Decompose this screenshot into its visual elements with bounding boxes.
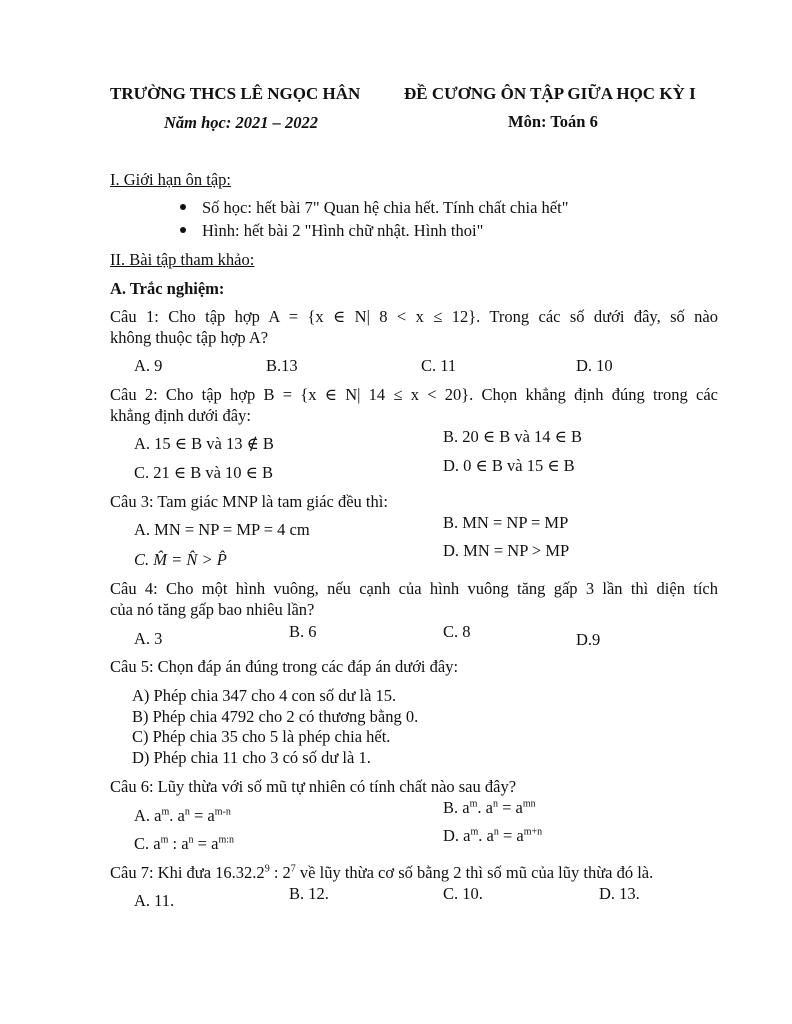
bullet-icon	[180, 204, 186, 210]
q6-option-b: B. $a^m$. $a^n = a^{mn}$	[443, 798, 536, 817]
q5-option-c: C) Phép chia 35 cho 5 là phép chia hết.	[132, 727, 391, 746]
section-2-subtitle: A. Trắc nghiệm:	[110, 279, 225, 298]
subject: Môn: Toán 6	[508, 112, 598, 131]
q6-option-d: D. $a^m$. $a^n = a^{m+n}$	[443, 826, 543, 845]
q6-option-a: A. $a^m$. $a^n = a^{m-n}$	[134, 806, 231, 825]
q2-option-b: B. 20 ∈ B và 14 ∈ B	[443, 427, 583, 446]
school-name: TRƯỜNG THCS LÊ NGỌC HÂN	[110, 84, 361, 103]
q5-option-a: A) Phép chia 347 cho 4 con số dư là 15.	[132, 686, 397, 705]
q6-stem: Câu 6: Lũy thừa với số mũ tự nhiên có tính chất nào sau đây?	[110, 777, 517, 796]
q5-stem: Câu 5: Chọn đáp án đúng trong các đáp án dưới đây:	[110, 657, 459, 676]
section-1-title: I. Giới hạn ôn tập:	[110, 170, 231, 189]
q2-option-c: C. 21 ∈ B và 10 ∈ B	[134, 463, 274, 482]
q3-option-b: B. MN = NP = MP	[443, 513, 569, 532]
q3-option-d: D. MN = NP > MP	[443, 541, 570, 560]
q7-option-b: B. 12.	[289, 884, 329, 903]
bullet-text: Số học: hết bài 7" Quan hệ chia hết. Tính chất chia hết"	[202, 198, 569, 217]
school-year: Năm học: 2021 – 2022	[164, 113, 318, 132]
bullet-item	[180, 198, 568, 218]
bullet-item	[180, 221, 483, 241]
q4-option-d: D.9	[576, 630, 601, 649]
q7-stem: Câu 7: Khi đưa 16.32.2$^9$ : $2^7$ về lũy thừa cơ số bằng 2 thì số mũ của lũy thừa đó là.	[110, 863, 654, 882]
q2-stem-line-2: khẳng định dưới đây:	[110, 406, 251, 425]
q5-option-d: D) Phép chia 11 cho 3 có số dư là 1.	[132, 748, 371, 767]
q4-option-c: C. 8	[443, 622, 471, 641]
q1-option-a: A. 9	[134, 356, 163, 375]
q7-option-d: D. 13.	[599, 884, 640, 903]
bullet-icon	[180, 227, 186, 233]
section-2-title: II. Bài tập tham khảo:	[110, 250, 255, 269]
option-label: A.	[134, 806, 151, 825]
bullet-text: Hình: hết bài 2 "Hình chữ nhật. Hình thoi"	[202, 221, 484, 240]
q2-option-d: D. 0 ∈ B và 15 ∈ B	[443, 456, 575, 475]
q7-option-c: C. 10.	[443, 884, 483, 903]
q2-option-a: A. 15 ∈ B và 13 ∉ B	[134, 434, 274, 453]
q5-option-b: B) Phép chia 4792 cho 2 có thương bằng 0.	[132, 707, 419, 726]
q1-option-d: D. 10	[576, 356, 613, 375]
q4-option-a: A. 3	[134, 629, 163, 648]
q4-stem-line-2: của nó tăng gấp bao nhiêu lần?	[110, 600, 315, 619]
q4-option-b: B. 6	[289, 622, 317, 641]
q4-stem-line-1: Câu 4: Cho một hình vuông, nếu cạnh của hình vuông tăng gấp 3 lần thì diện tích	[110, 579, 718, 598]
q1-option-c: C. 11	[421, 356, 457, 375]
q6-option-c: C. $a^m$ : $a^n = a^{m:n}$	[134, 834, 234, 853]
q3-option-a: A. MN = NP = MP = 4 cm	[134, 520, 310, 539]
q1-stem-line-2: không thuộc tập hợp A?	[110, 328, 269, 347]
q2-stem-line-1: Câu 2: Cho tập hợp B = {x ∈ N| 14 ≤ x < 20}. Chọn khẳng định đúng trong các	[110, 385, 718, 404]
option-label: C.	[134, 834, 150, 853]
q7-option-a: A. 11.	[134, 891, 175, 910]
q1-stem-line-1: Câu 1: Cho tập hợp A = {x ∈ N| 8 < x ≤ 12}. Trong các số dưới đây, số nào	[110, 307, 718, 326]
option-label: D.	[443, 826, 460, 845]
option-label: B.	[443, 798, 459, 817]
q3-stem: Câu 3: Tam giác MNP là tam giác đều thì:	[110, 492, 388, 511]
q3-option-c: C. M̂ = N̂ > P̂	[134, 550, 227, 569]
document-title: ĐỀ CƯƠNG ÔN TẬP GIỮA HỌC KỲ I	[404, 84, 696, 103]
q1-option-b: B.13	[266, 356, 298, 375]
